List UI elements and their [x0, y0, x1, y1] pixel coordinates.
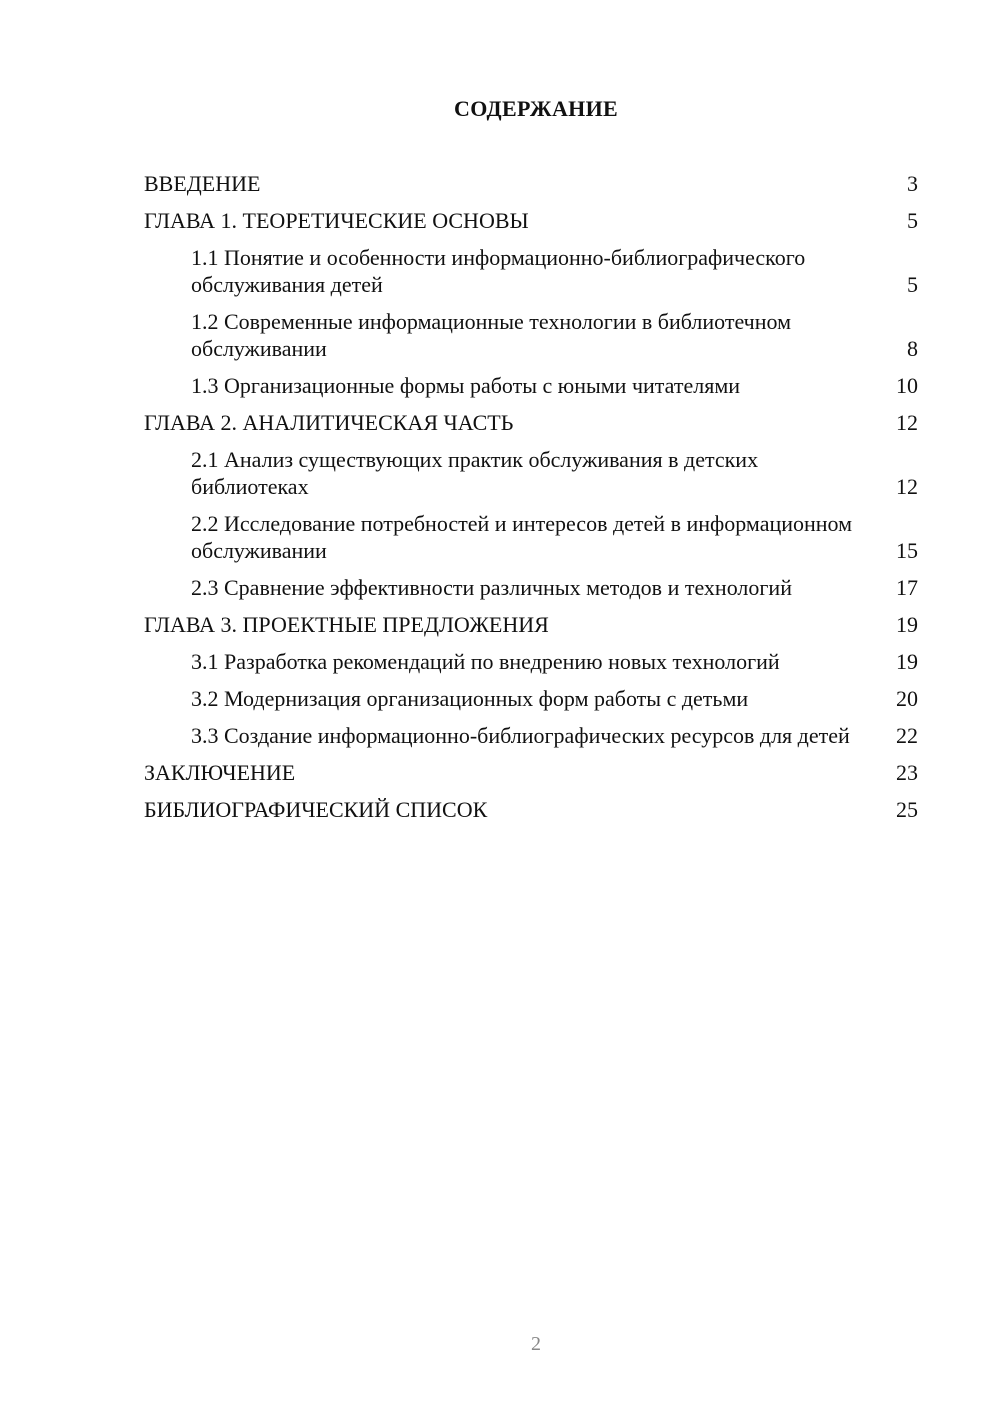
toc-subentry[interactable]: [144, 685, 920, 712]
toc-subentry[interactable]: [144, 244, 920, 298]
toc-entry[interactable]: [144, 611, 920, 638]
toc-entry-page: 23: [896, 760, 918, 785]
toc-subentry[interactable]: [144, 510, 920, 564]
toc-entry[interactable]: [144, 759, 920, 786]
toc-entry-title: 2.3 Сравнение эффективности различных методов и технологий: [191, 575, 792, 600]
toc-subentry[interactable]: [144, 308, 920, 362]
page-number: 2: [531, 1333, 541, 1355]
toc-entry-title: 2.2 Исследование потребностей и интересов детей в информационном обслуживании: [191, 511, 853, 563]
toc-entry-title: ЗАКЛЮЧЕНИЕ: [144, 760, 296, 785]
toc-entry-title: ВВЕДЕНИЕ: [144, 171, 261, 196]
toc-entry-page: 20: [896, 686, 918, 711]
toc-entry-page: 17: [896, 575, 918, 600]
toc-entry-page: 12: [896, 410, 918, 435]
toc-subentry[interactable]: [144, 574, 920, 601]
toc-entry-title: 3.3 Создание информационно-библиографических ресурсов для детей: [191, 723, 850, 748]
toc-entry-page: 19: [896, 649, 918, 674]
toc-subentry[interactable]: [144, 648, 920, 675]
toc-entry-page: 10: [896, 373, 918, 398]
toc-entry-title: 3.2 Модернизация организационных форм работы с детьми: [191, 686, 749, 711]
toc-entry-title: ГЛАВА 1. ТЕОРЕТИЧЕСКИЕ ОСНОВЫ: [144, 208, 529, 233]
toc-entry-page: 25: [896, 797, 918, 822]
toc-entry-page: 22: [896, 723, 918, 748]
toc-entry-title: 1.1 Понятие и особенности информационно-библиографического обслуживания детей: [191, 245, 806, 297]
toc-entry[interactable]: [144, 170, 920, 197]
toc-subentry[interactable]: [144, 722, 920, 749]
toc-subentry[interactable]: [144, 372, 920, 399]
toc-entry-title: 3.1 Разработка рекомендаций по внедрению новых технологий: [191, 649, 780, 674]
toc-entry-page: 15: [896, 538, 918, 563]
toc-entry-page: 19: [896, 612, 918, 637]
toc-entry-title: 1.3 Организационные формы работы с юными читателями: [191, 373, 741, 398]
toc-entry-page: 5: [907, 272, 918, 297]
toc-entry-title: ГЛАВА 3. ПРОЕКТНЫЕ ПРЕДЛОЖЕНИЯ: [144, 612, 549, 637]
toc-entry-page: 5: [907, 208, 918, 233]
toc-entry[interactable]: [144, 796, 920, 823]
toc-entry[interactable]: [144, 207, 920, 234]
toc-subentry[interactable]: [144, 446, 920, 500]
toc-entry-title: 2.1 Анализ существующих практик обслуживания в детских библиотеках: [191, 447, 759, 499]
toc-entry-title: 1.2 Современные информационные технологии в библиотечном обслуживании: [191, 309, 792, 361]
toc-entry-page: 8: [907, 336, 918, 361]
toc-entry-page: 3: [907, 171, 918, 196]
toc-entry-page: 12: [896, 474, 918, 499]
toc-entry-title: ГЛАВА 2. АНАЛИТИЧЕСКАЯ ЧАСТЬ: [144, 410, 514, 435]
toc-entry-title: БИБЛИОГРАФИЧЕСКИЙ СПИСОК: [144, 797, 488, 822]
toc-entry[interactable]: [144, 409, 920, 436]
table-of-contents: [144, 170, 920, 833]
page-title: СОДЕРЖАНИЕ: [454, 96, 618, 121]
